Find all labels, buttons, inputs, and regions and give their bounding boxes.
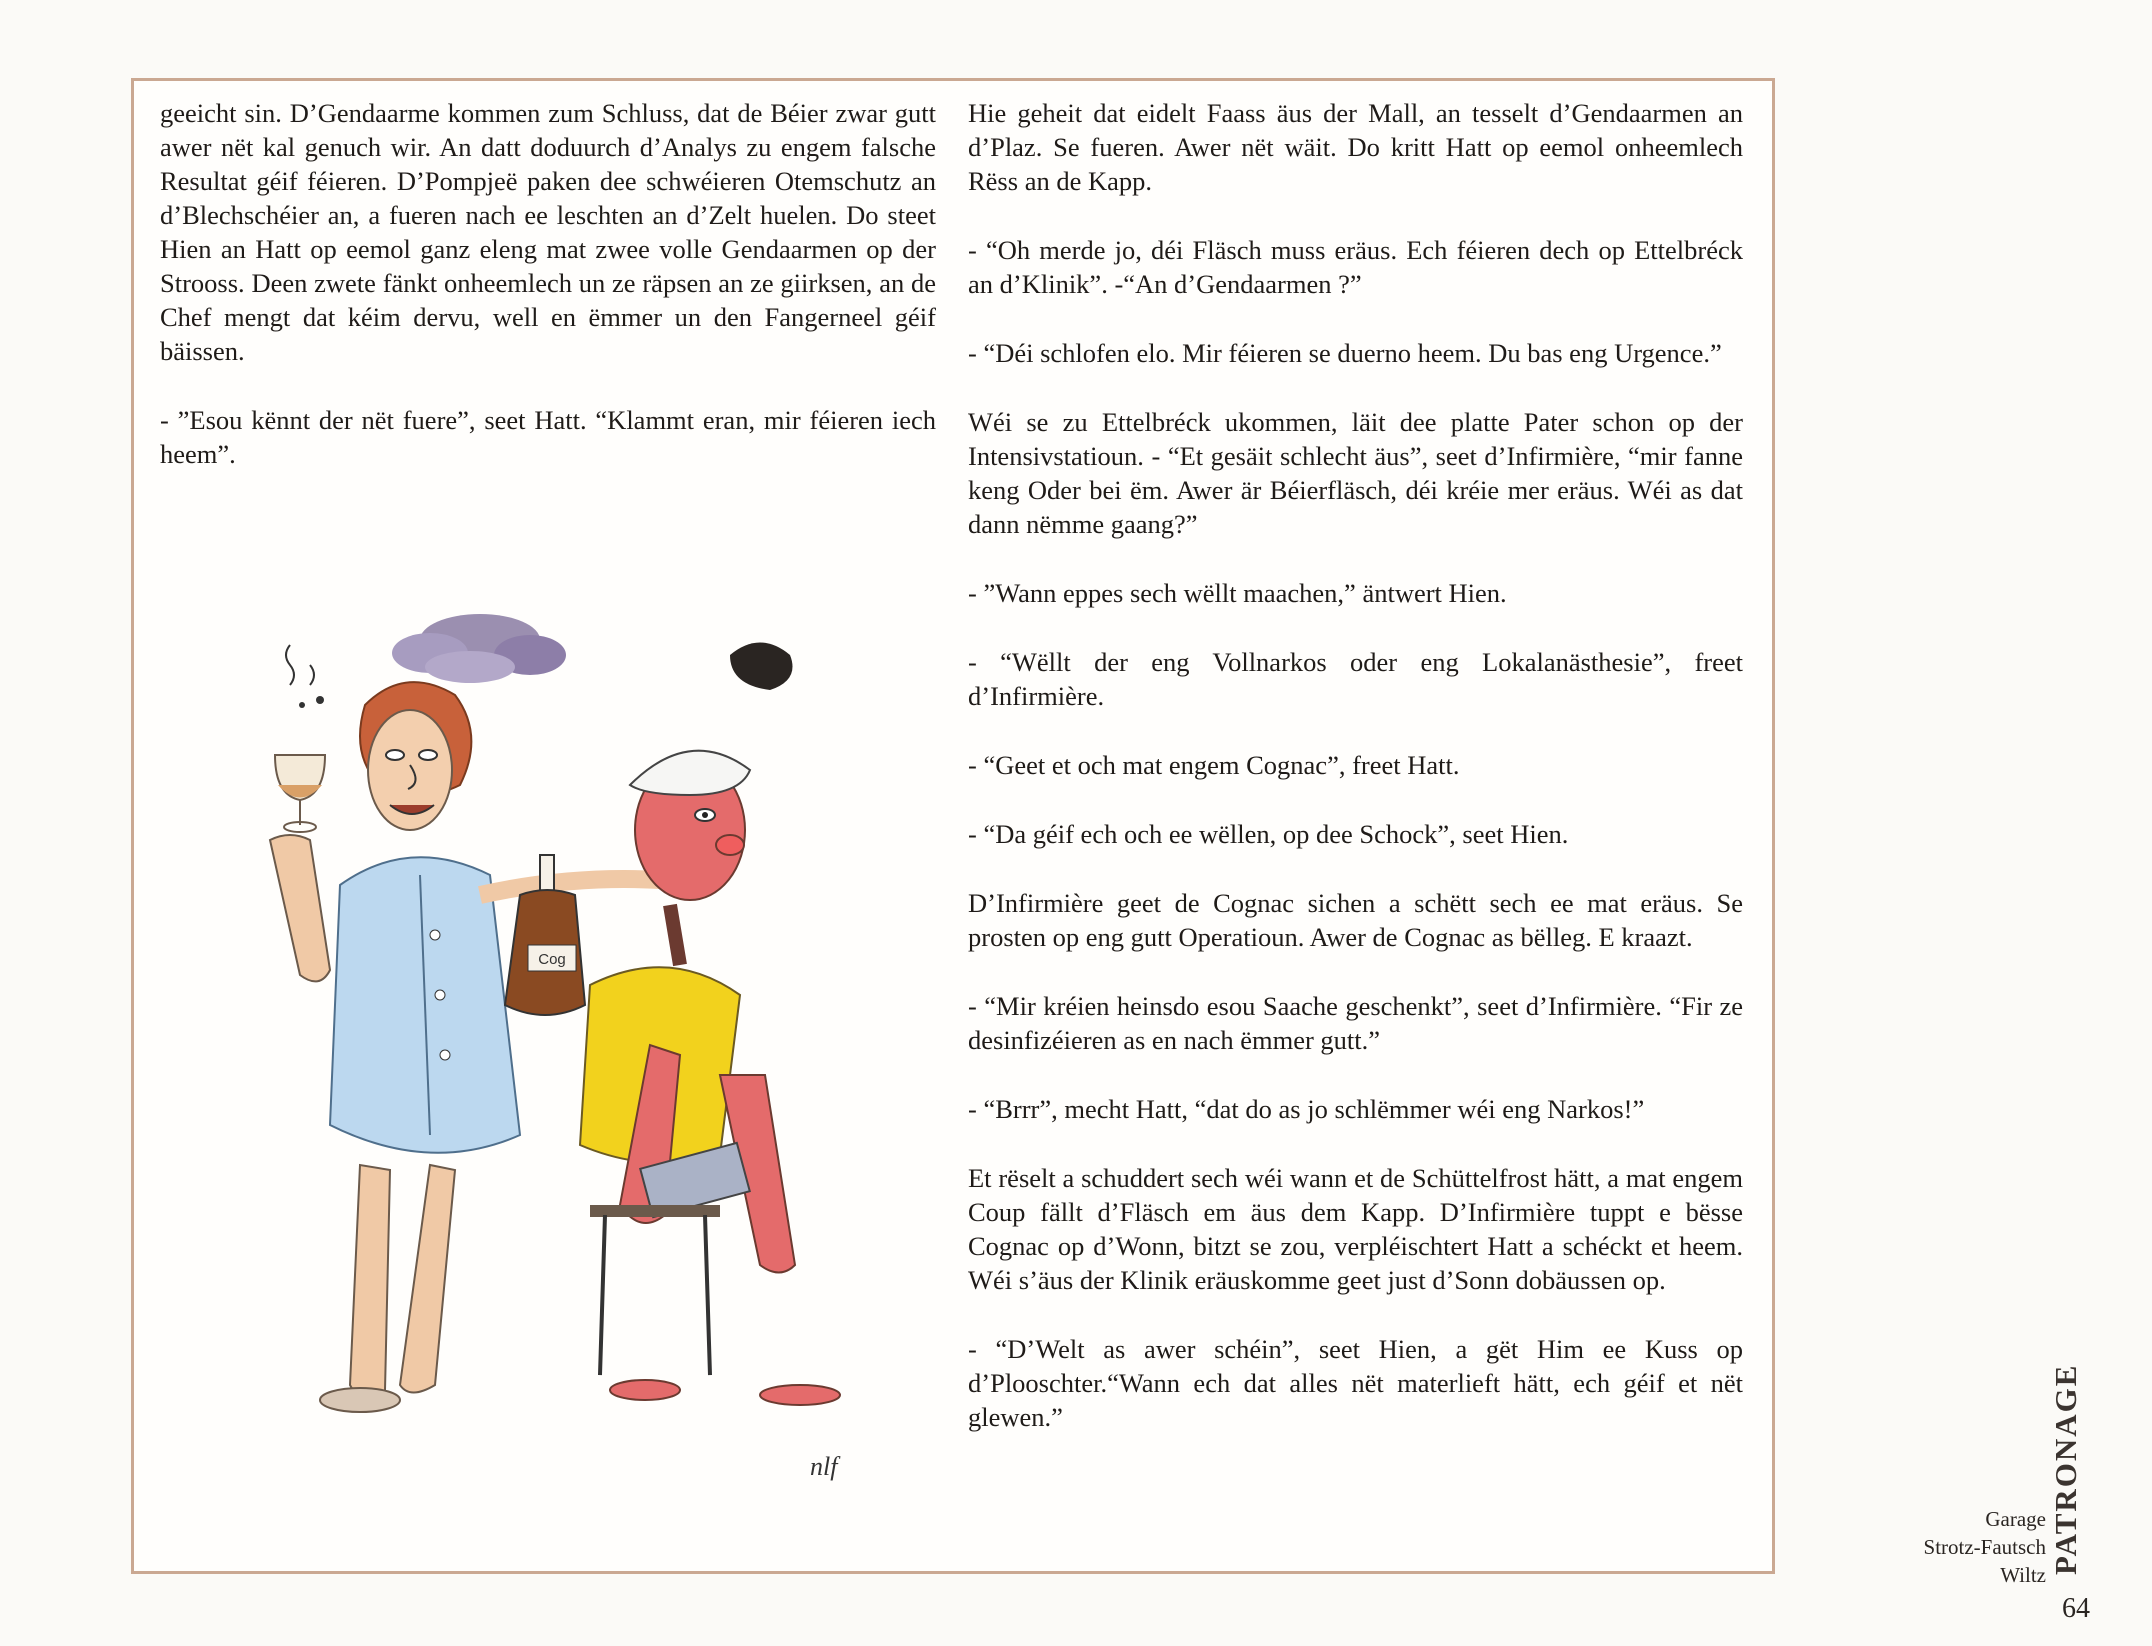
paragraph: - “D’Welt as awer schéin”, seet Hien, a gët Him ee Kuss op d’Plooschter.“Wann ech dat alles nët materlieft hätt, ech géif et nët glewen.” [968, 1334, 1743, 1432]
nurse-and-patient-drawing [250, 605, 890, 1505]
paragraph: - “Brrr”, mecht Hatt, “dat do as jo schlëmmer wéi eng Narkos!” [968, 1094, 1645, 1124]
right-text-column [968, 96, 1743, 1469]
cartoon-illustration [250, 605, 890, 1505]
bottle-label: Cog [538, 951, 566, 968]
paragraph: - “Wëllt der eng Vollnarkos oder eng Lokalanästhesie”, freet d’Infirmière. [968, 647, 1743, 711]
wine-glass-icon [275, 755, 325, 832]
paragraph: - “Mir kréien heinsdo esou Saache geschenkt”, seet d’Infirmière. “Fir ze desinfizéieren as en nach ëmmer gutt.” [968, 991, 1743, 1055]
paragraph: - “Oh merde jo, déi Fläsch muss eräus. Ech féieren dech op Ettelbréck an d’Klinik”. -“An d’Gendaarmen ?” [968, 235, 1743, 299]
paragraph: Hie geheit dat eidelt Faass äus der Mall, an tesselt d’Gendaarmen an d’Plaz. Se fueren. Awer nët wäit. Do kritt Hatt op eemol onheemlech Rëss an de Kapp. [968, 98, 1743, 196]
patient-figure [580, 643, 840, 1406]
patronage-side-label: PATRONAGE [2048, 1363, 2083, 1575]
paragraph: Wéi se zu Ettelbréck ukommen, läit dee platte Pater schon op der Intensivstatioun. - “Et gesäit schlecht äus”, seet d’Infirmière, “mir fanne keng Oder bei ëm. Awer är Béierfläsch, déi kréie mer eräus. Wéi as dat dann nëmme gaang?” [968, 407, 1743, 539]
sponsor-line: Garage [1985, 1507, 2046, 1531]
sponsor-block [1924, 1505, 2046, 1589]
paragraph: geeicht sin. D’Gendaarme kommen zum Schluss, dat de Béier zwar gutt awer nët kal genuch wir. An datt doduurch d’Analys zu engem falsche Resultat géif féieren. D’Pompjeë paken dee schwéieren Otemschutz an d’Blechschéier an, a fueren nach ee leschten an d’Zelt huelen. Do steet Hien an Hatt op eemol ganz eleng mat zwee volle Gendaarmen op der Strooss. Deen zwete fänkt onheemlech un ze räpsen an ze giirksen, an de Chef mengt dat kéim dervu, well en ëmmer un den Fangerneel géif bäissen. [160, 98, 936, 366]
page-number: 64 [2062, 1593, 2090, 1624]
paragraph: - “Déi schlofen elo. Mir féieren se duerno heem. Du bas eng Urgence.” [968, 338, 1722, 368]
left-text-column [160, 96, 936, 506]
paragraph: Et rëselt a schuddert sech wéi wann et de Schüttelfrost hätt, a mat engem Coup fällt d’Fläsch em äus dem Kapp. D’Infirmière tuppt e bësse Cognac op d’Wonn, bitzt se zou, verpléischtert Hatt a schéckt et heem. Wéi s’äus der Klinik eräuskomme geet just d’Sonn dobäussen op. [968, 1163, 1743, 1295]
sponsor-line: Wiltz [2000, 1563, 2046, 1587]
paragraph: - ”Esou kënnt der nët fuere”, seet Hatt. “Klammt eran, mir féieren iech heem”. [160, 405, 936, 469]
paragraph: - “Geet et och mat engem Cognac”, freet Hatt. [968, 750, 1460, 780]
storm-cloud-icon [392, 614, 566, 683]
artist-signature: nlf [810, 1452, 838, 1481]
paragraph: - “Da géif ech och ee wëllen, op dee Schock”, seet Hien. [968, 819, 1569, 849]
paragraph: D’Infirmière geet de Cognac sichen a schëtt sech ee mat eräus. Se prosten op eng gutt Operatioun. Awer de Cognac as bëlleg. E kraazt. [968, 888, 1743, 952]
paragraph: - ”Wann eppes sech wëllt maachen,” äntwert Hien. [968, 578, 1507, 608]
sponsor-line: Strotz-Fautsch [1923, 1535, 2046, 1559]
